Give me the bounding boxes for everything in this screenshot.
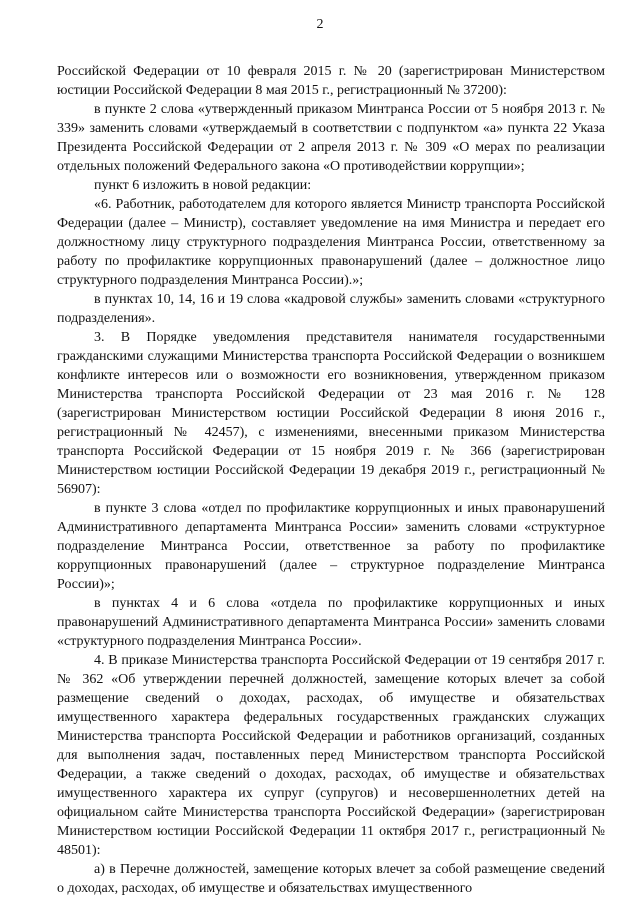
paragraph-item-6-text: «6. Работник, работодателем для которого является Министр транспорта Российской Федерации (далее – Министр), составляет уведомление на имя Министра и передает его должностному лицу структурного подразделения Минтранса России, ответственному за работу по профилактике коррупционных правонарушений (далее – должностное лицо структурного подразделения Минтранса России).»; — [57, 197, 605, 288]
paragraph-items-10-14-16-19: в пунктах 10, 14, 16 и 19 слова «кадровой службы» заменить словами «структурного подразделения». — [57, 292, 605, 326]
paragraph-section-4: 4. В приказе Министерства транспорта Российской Федерации от 19 сентября 2017 г. № 362 «Об утверждении перечней должностей, замещение которых влечет за собой размещение сведений о доходах, расходах, об имуществе и обязательствах имущественного характера федеральных государственных гражданских служащих Министерства транспорта Российской Федерации и работников организаций, созданных для выполнения задач, поставленных перед Министерством транспорта Российской Федерации, а также сведений о доходах, расходах, об имуществе и обязательствах имущественного характера их супруг (супругов) и несовершеннолетних детей на официальном сайте Министерства транспорта Российской Федерации» (зарегистрирован Министерством юстиции Российской Федерации 11 октября 2017 г., регистрационный № 48501): — [57, 653, 605, 858]
paragraph-continuation: Российской Федерации от 10 февраля 2015 г. № 20 (зарегистрирован Министерством юстиции Российской Федерации 8 мая 2015 г., регистрационный № 37200): — [57, 64, 605, 98]
paragraph-section-3: 3. В Порядке уведомления представителя нанимателя государственными гражданскими служащими Министерства транспорта Российской Федерации о возникшем конфликте интересов или о возможности его возникновения, утвержденном приказом Министерства транспорта Российской Федерации от 23 мая 2016 г. № 128 (зарегистрирован Министерством юстиции Российской Федерации 8 июня 2016 г., регистрационный № 42457), с изменениями, внесенными приказом Министерства транспорта Российской Федерации от 15 ноября 2019 г. № 366 (зарегистрирован Министерством юстиции Российской Федерации 19 декабря 2019 г., регистрационный № 56907): — [57, 330, 605, 497]
paragraph-item-6-intro: пункт 6 изложить в новой редакции: — [94, 178, 312, 193]
page-number: 2 — [316, 17, 324, 32]
paragraph-section-4-subitem-a: а) в Перечне должностей, замещение которых влечет за собой размещение сведений о доходах, расходах, об имуществе и обязательствах имущественного — [57, 862, 605, 896]
paragraph-item-2-amendment: в пункте 2 слова «утвержденный приказом Минтранса России от 5 ноября 2013 г. № 339» заменить словами «утверждаемый в соответствии с подпунктом «а» пункта 22 Указа Президента Российской Федерации от 2 апреля 2013 г. № 309 «О мерах по реализации отдельных положений Федерального закона «О противодействии коррупции»; — [57, 102, 605, 174]
document-body — [57, 62, 605, 898]
paragraph-section-3-items-4-6: в пунктах 4 и 6 слова «отдела по профилактике коррупционных и иных правонарушений Административного департамента Минтранса России» заменить словами «структурного подразделения Минтранса России». — [57, 596, 605, 649]
paragraph-section-3-item-3: в пункте 3 слова «отдел по профилактике коррупционных и иных правонарушений Административного департамента Минтранса России» заменить словами «структурное подразделение Минтранса России, ответственное за работу по профилактике коррупционных правонарушений (далее – структурное подразделение Минтранса России)»; — [57, 501, 605, 592]
